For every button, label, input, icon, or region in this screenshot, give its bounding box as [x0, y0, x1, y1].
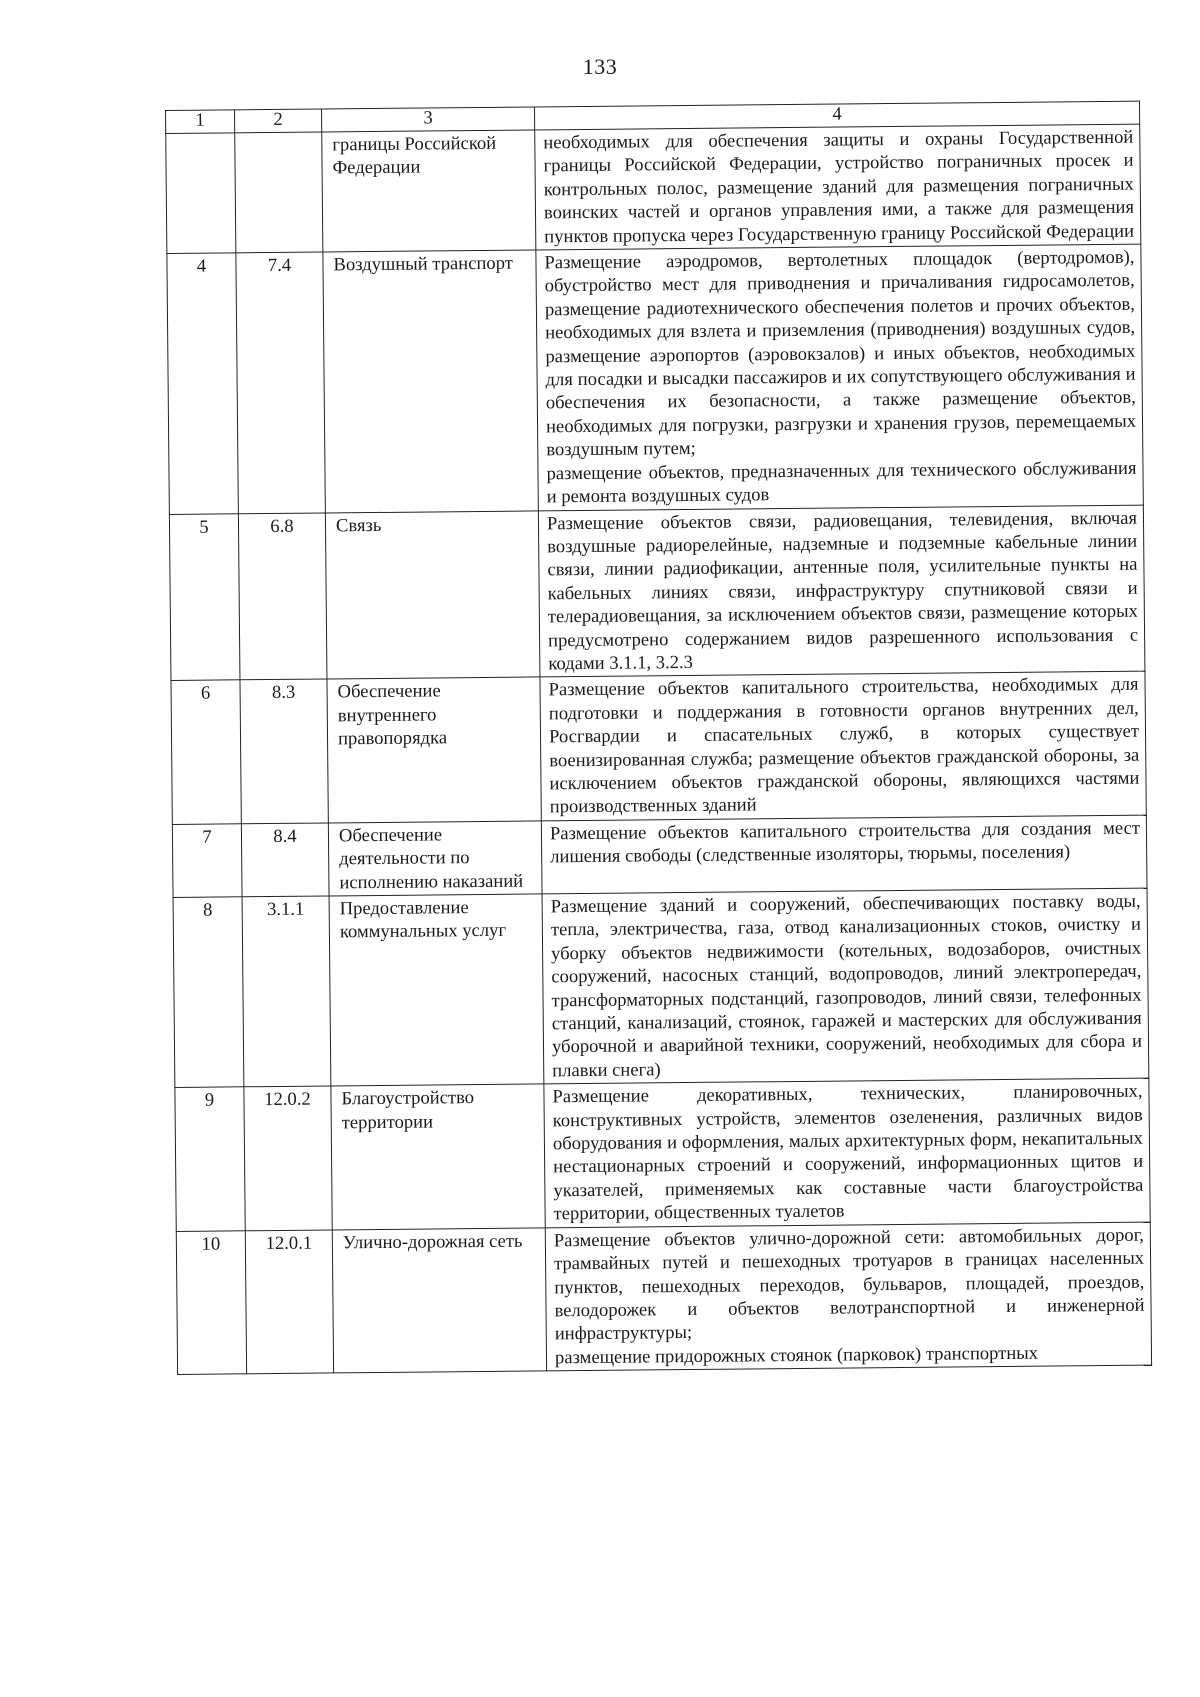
row-number-cell: 7	[172, 824, 242, 898]
use-description-cell	[535, 124, 1141, 250]
row-number-cell: 6	[171, 680, 241, 824]
table-body	[166, 124, 1152, 1374]
table-row	[175, 1078, 1150, 1231]
use-description-cell	[538, 505, 1145, 678]
row-number-cell: 8	[173, 897, 244, 1088]
use-code-cell: 8.4	[241, 823, 329, 897]
table-row	[173, 888, 1149, 1088]
row-number-cell: 4	[167, 253, 238, 514]
description-paragraph: размещение придорожных стоянок (парковок) транспортных	[554, 1342, 1039, 1369]
use-name-cell: Предоставление коммунальных услуг	[329, 894, 544, 1086]
use-code-cell: 7.4	[236, 252, 325, 513]
description-paragraph: Размещение декоративных, технических, планировочных, конструктивных устройств, элементов озеленения, различных видов оборудования и оформления, малых архитектурных форм, некапитальных нестационарных строений и сооружений, информационных щитов и указателей, применяемых как составные части благоустройства территории, общественных туалетов	[552, 1080, 1144, 1225]
use-code-cell: 12.0.1	[245, 1230, 333, 1374]
use-name-cell: границы Российской Федерации	[322, 130, 536, 252]
use-code-cell	[235, 132, 323, 253]
use-name-cell: Связь	[325, 510, 540, 679]
page-number: 133	[582, 54, 618, 79]
use-name-cell: Улично-дорожная сеть	[332, 1228, 546, 1373]
use-description-cell	[545, 1222, 1151, 1371]
table-row	[176, 1222, 1151, 1375]
description-paragraph: Размещение объектов капитального строительства для создания мест лишения свободы (следственные изоляторы, тюрьмы, поселения)	[549, 817, 1141, 868]
column-header-2: 2	[235, 109, 322, 133]
use-code-cell: 12.0.2	[244, 1086, 332, 1230]
table-row	[167, 244, 1143, 514]
table-row	[171, 671, 1146, 824]
description-paragraph: Размещение объектов связи, радиовещания, телевидения, включая воздушные радиорелейные, надземные и подземные кабельные линии связи, линии радиофикации, антенные поля, усилительные пункты на кабельных линиях связи, инфраструктуру спутниковой связи и телерадиовещания, за исключением объектов связи, размещение которых предусмотрено содержанием видов разрешенного использования с кодами 3.1.1, 3.2.3	[546, 507, 1139, 675]
use-name-cell: Обеспечение деятельности по исполнению наказаний	[328, 821, 542, 896]
column-header-1: 1	[166, 110, 235, 134]
use-code-cell: 8.3	[240, 679, 328, 823]
description-paragraph: Размещение объектов улично-дорожной сети: автомобильных дорог, трамвайных путей и пешеходных тротуаров в границах населенных пунктов, пешеходных переходов, бульваров, площадей, проездов, велодорожек и объектов велотранспортной и инженерной инфраструктуры;	[553, 1224, 1145, 1345]
use-name-cell: Воздушный транспорт	[323, 250, 538, 513]
use-description-cell	[541, 815, 1147, 894]
use-description-cell	[544, 1078, 1150, 1227]
table-row	[169, 505, 1145, 681]
description-paragraph: размещение объектов, предназначенных для технического обслуживания и ремонта воздушных судов	[546, 457, 1137, 508]
use-name-cell: Обеспечение внутреннего правопорядка	[327, 677, 541, 822]
row-number-cell: 10	[176, 1230, 246, 1374]
use-description-cell	[542, 888, 1149, 1084]
row-number-cell: 9	[175, 1087, 245, 1231]
table-row	[172, 815, 1147, 898]
description-paragraph: необходимых для обеспечения защиты и охраны Государственной границы Российской Федерации, устройство пограничных просек и контрольных полос, размещение зданий для размещения пограничных воинских частей и органов управления ими, а также для размещения пунктов пропуска через Государственную границу Российской Федерации	[543, 126, 1135, 247]
use-name-cell: Благоустройство территории	[331, 1084, 545, 1229]
row-number-cell: 5	[169, 513, 240, 680]
use-description-cell	[540, 671, 1146, 820]
description-paragraph: Размещение объектов капитального строительства, необходимых для подготовки и поддержания в готовности органов внутренних дел, Росгвардии и спасательных служб, в которых существует военизированная служба; размещение объектов гражданской обороны, за исключением объектов гражданской обороны, являющихся частями производственных зданий	[548, 674, 1140, 818]
row-number-cell	[166, 133, 236, 254]
use-description-cell	[536, 244, 1143, 510]
column-header-3: 3	[321, 107, 534, 132]
table-row	[166, 124, 1141, 253]
column-header-4: 4	[534, 101, 1139, 130]
description-paragraph: Размещение зданий и сооружений, обеспечивающих поставку воды, тепла, электричества, газа, отвод канализационных стоков, очистку и уборку объектов недвижимости (котельных, водозаборов, очистных сооружений, насосных станций, водопроводов, линий электропередач, трансформаторных подстанций, газопроводов, линий связи, телефонных станций, канализаций, стоянок, гаражей и мастерских для обслуживания уборочной и аварийной техники, сооружений, необходимых для сбора и плавки снега)	[550, 890, 1143, 1082]
use-code-cell: 6.8	[238, 512, 327, 680]
land-use-table	[165, 101, 1152, 1375]
description-paragraph: Размещение аэродромов, вертолетных площадок (вертодромов), обустройство мест для приводнения и причаливания гидросамолетов, размещение радиотехнического обеспечения полетов и прочих объектов, необходимых для взлета и приземления (приводнения) воздушных судов, размещение аэропортов (аэровокзалов) и иных объектов, необходимых для посадки и высадки пассажиров и их сопутствующего обслуживания и обеспечения их безопасности, а также размещение объектов, необходимых для погрузки, разгрузки и хранения грузов, перемещаемых воздушным путем;	[544, 246, 1137, 461]
use-code-cell: 3.1.1	[242, 896, 331, 1087]
